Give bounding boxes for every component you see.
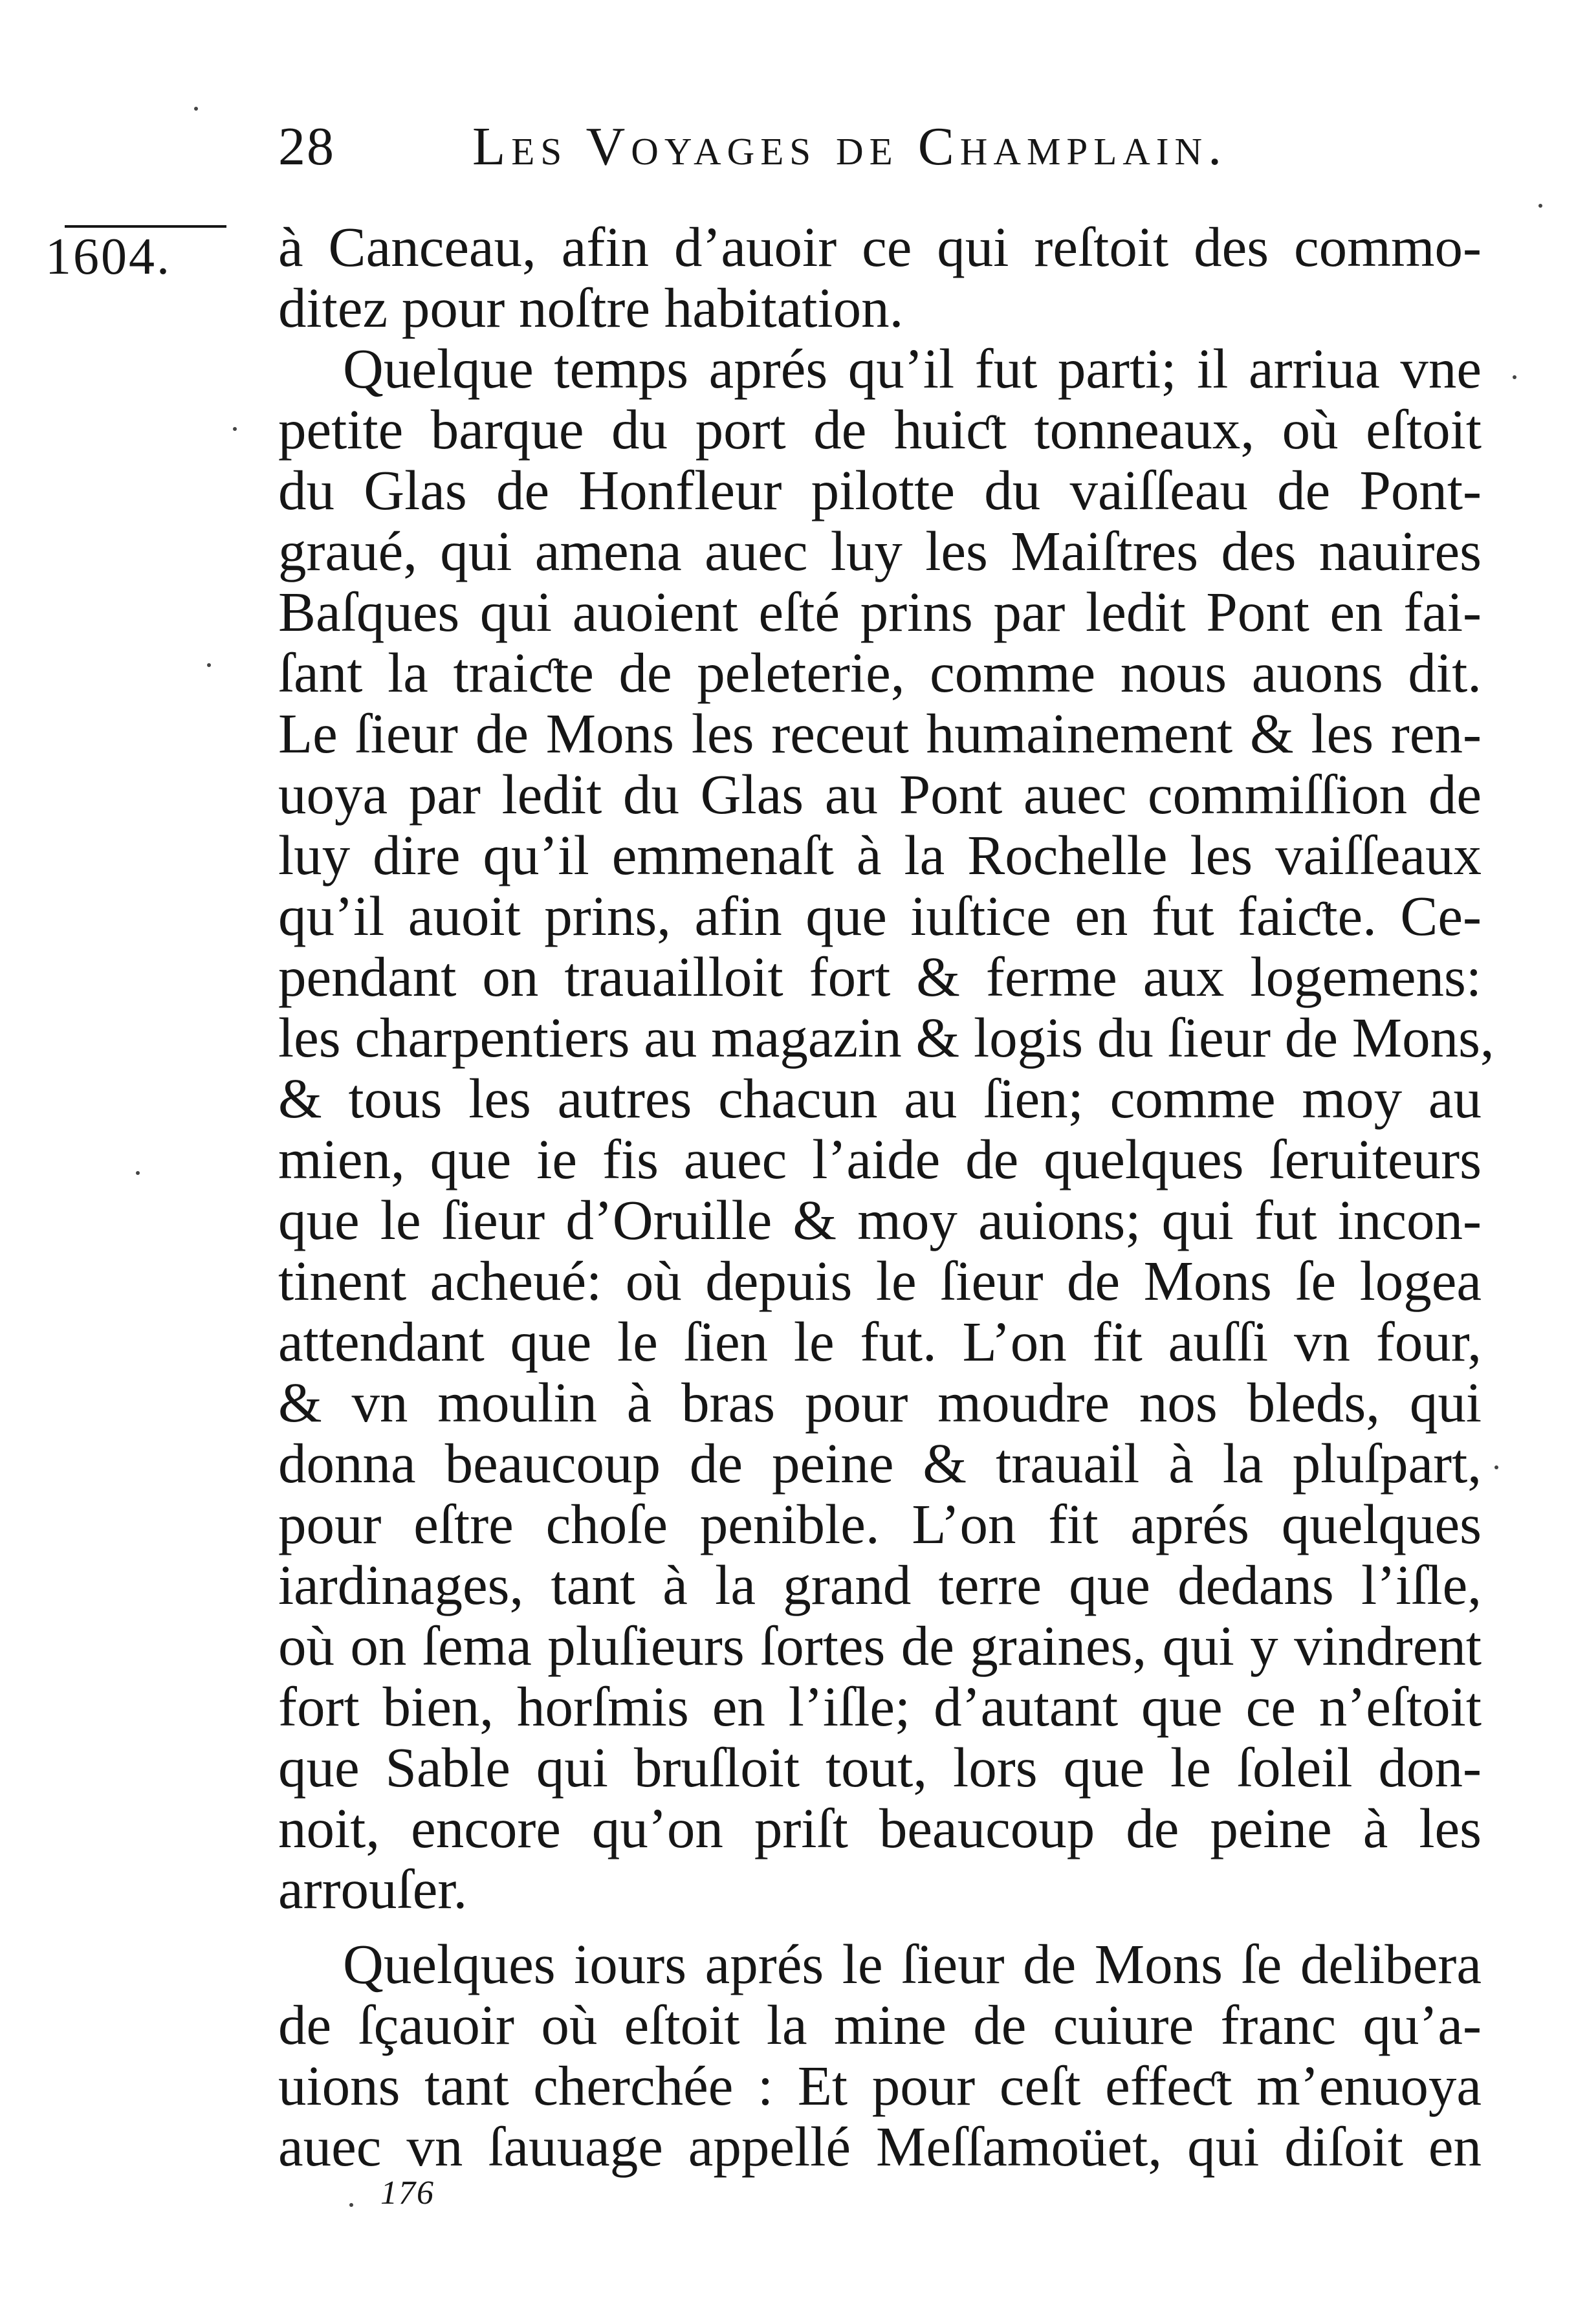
text-line: attendant que le ſien le fut. L’on fit auſſi vn four, xyxy=(278,1310,1482,1373)
text-line: arrouſer. xyxy=(278,1858,468,1920)
signature-mark: 176 xyxy=(380,2175,435,2211)
text-line: ſant la traiƈte de peleterie, comme nous auons dit. xyxy=(278,641,1482,704)
paragraph-2 xyxy=(278,337,1494,1920)
text-line: que le ſieur d’Oruille & moy auions; qui fut incon- xyxy=(278,1189,1482,1251)
text-line: Quelques iours aprés le ſieur de Mons ſe delibera xyxy=(343,1933,1482,1995)
ink-speck xyxy=(207,663,211,667)
text-line: noit, encore qu’on priſt beaucoup de peine à les xyxy=(278,1797,1482,1859)
text-line: ditez pour noſtre habitation. xyxy=(278,276,904,339)
paragraph-3 xyxy=(278,1934,1482,2177)
text-line: du Glas de Honfleur pilotte du vaiſſeau de Pont- xyxy=(278,459,1482,521)
text-line: Le ſieur de Mons les receut humainement & les ren- xyxy=(278,702,1482,765)
text-line: luy dire qu’il emmenaſt à la Rochelle les vaiſſeaux xyxy=(278,824,1482,886)
text-line: Quelque temps aprés qu’il fut parti; il arriua vne xyxy=(343,337,1482,400)
ink-speck xyxy=(136,1171,140,1175)
text-line: & vn moulin à bras pour moudre nos bleds, qui xyxy=(278,1371,1482,1434)
paragraph-1 xyxy=(278,217,1482,338)
text-line: uoya par ledit du Glas au Pont auec commiſſion de xyxy=(278,763,1482,826)
text-line: de ſçauoir où eſtoit la mine de cuiure franc qu’a- xyxy=(278,1993,1482,2056)
text-line: auec vn ſauuage appellé Meſſamoüet, qui diſoit en xyxy=(278,2115,1482,2178)
ink-speck xyxy=(233,427,237,431)
paragraph-gap xyxy=(278,1920,1482,1934)
text-line: qu’il auoit prins, afin que iuſtice en fut faiƈte. Ce- xyxy=(278,884,1482,947)
text-line: & tous les autres chacun au ſien; comme moy au xyxy=(278,1067,1482,1130)
body-text xyxy=(278,215,1494,2178)
margin-year: 1604. xyxy=(45,228,171,285)
text-line: uions tant cherchée : Et pour ceſt effeƈt m’enuoya xyxy=(278,2054,1482,2117)
text-line: donna beaucoup de peine & trauail à la pluſpart, xyxy=(278,1432,1482,1495)
page-number: 28 xyxy=(278,116,335,177)
text-line: Baſques qui auoient eſté prins par ledit Pont en fai- xyxy=(278,580,1482,643)
text-line: graué, qui amena auec luy les Maiſtres des nauires xyxy=(278,520,1482,582)
text-line: à Canceau, afin d’auoir ce qui reſtoit des commo- xyxy=(278,215,1482,278)
text-line: pour eſtre choſe penible. L’on fit aprés quelques xyxy=(278,1493,1482,1555)
text-line: petite barque du port de huiƈt tonneaux, où eſtoit xyxy=(278,398,1482,461)
running-title: Les Voyages de Champlain. xyxy=(472,116,1228,177)
text-line: mien, que ie fis auec l’aide de quelques ſeruiteurs xyxy=(278,1128,1482,1190)
text-line: iardinages, tant à la grand terre que dedans l’iſle, xyxy=(278,1553,1482,1616)
text-line: tinent acheué: où depuis le ſieur de Mons ſe logea xyxy=(278,1249,1482,1312)
page-header xyxy=(278,110,1482,188)
ink-speck xyxy=(194,107,198,111)
ink-speck xyxy=(349,2203,353,2207)
ink-speck xyxy=(1494,1465,1498,1469)
text-line: que Sable qui bruſloit tout, lors que le ſoleil don- xyxy=(278,1736,1482,1799)
ink-speck xyxy=(1513,375,1516,379)
text-line: où on ſema pluſieurs ſortes de graines, qui y vindrent xyxy=(278,1614,1482,1677)
text-line: les charpentiers au magazin & logis du ſieur de Mons, xyxy=(278,1006,1494,1069)
text-line: fort bien, horſmis en l’iſle; d’autant que ce n’eſtoit xyxy=(278,1675,1482,1738)
ink-speck xyxy=(1538,204,1542,208)
text-line: pendant on trauailloit fort & ferme aux logemens: xyxy=(278,945,1482,1008)
